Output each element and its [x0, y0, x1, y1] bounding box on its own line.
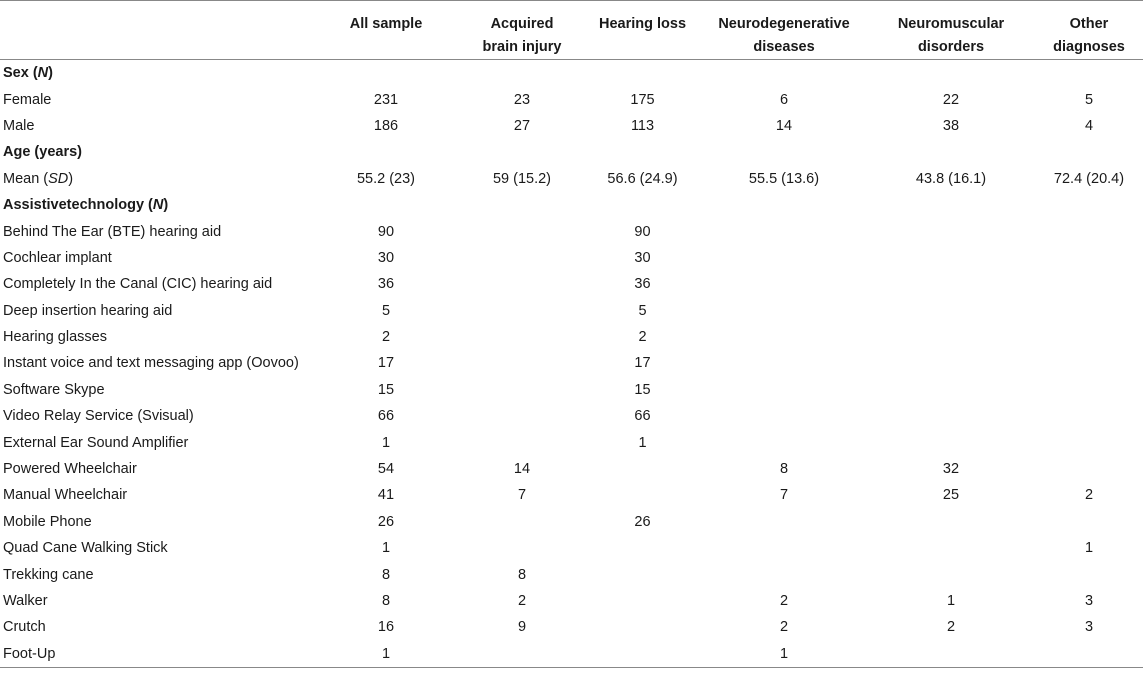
- table-cell: 6: [779, 91, 789, 108]
- table-cell: [584, 561, 701, 587]
- table-cell: 72.4 (20.4): [1053, 170, 1125, 187]
- table-cell: [701, 429, 867, 455]
- row-label: [0, 86, 312, 112]
- table-row: [0, 535, 1143, 561]
- table-cell: 54: [377, 461, 395, 478]
- table-cell: [460, 403, 584, 429]
- column-header: [701, 1, 867, 60]
- row-label-text: Behind The Ear (BTE) hearing aid: [3, 223, 222, 240]
- table-cell: 38: [942, 117, 960, 134]
- section-header-row: [0, 139, 1143, 165]
- table-cell: 14: [513, 461, 531, 478]
- table-cell: [584, 482, 701, 508]
- table-row: [0, 456, 1143, 482]
- table-cell: [1035, 377, 1143, 403]
- column-header: [460, 1, 584, 60]
- table-cell: [460, 350, 584, 376]
- table-cell: 2: [638, 329, 647, 346]
- table-cell: [701, 561, 867, 587]
- table-cell: [1035, 429, 1143, 455]
- table-cell: [867, 641, 1035, 668]
- section-header-row: [0, 60, 1143, 87]
- table-cell: [701, 377, 867, 403]
- table-cell: [1035, 298, 1143, 324]
- row-label-text: Mean: [3, 170, 40, 187]
- table-cell: 8: [517, 566, 527, 583]
- table-cell: 66: [634, 408, 651, 425]
- table-cell: 41: [377, 487, 395, 504]
- table-cell: [1035, 324, 1143, 350]
- table-cell: 16: [377, 619, 395, 636]
- row-label-text: Deep insertion hearing aid: [3, 302, 173, 319]
- table-cell: [460, 641, 584, 668]
- column-header-line: Other diagnoses: [1053, 16, 1125, 55]
- table-cell: 22: [942, 91, 960, 108]
- table-row: [0, 377, 1143, 403]
- table-cell: 1: [638, 434, 647, 451]
- column-header-line: Acquired: [490, 16, 554, 32]
- table-cell: [867, 509, 1035, 535]
- table-cell: 8: [779, 461, 789, 478]
- table-cell: 5: [1084, 91, 1094, 108]
- row-label: [0, 377, 312, 403]
- table-row: [0, 588, 1143, 614]
- row-label-text: Quad Cane Walking Stick: [3, 540, 168, 557]
- table-cell: 14: [775, 117, 793, 134]
- table-cell: 59 (15.2): [492, 170, 552, 187]
- column-header-line: disorders: [917, 39, 985, 55]
- table-row: [0, 403, 1143, 429]
- table-row: [0, 561, 1143, 587]
- row-label-text: External Ear Sound Amplifier: [3, 434, 189, 451]
- table-row: [0, 641, 1143, 668]
- table-cell: [701, 509, 867, 535]
- section-label: [0, 139, 1143, 165]
- table-cell: [701, 271, 867, 297]
- table-cell: 5: [638, 302, 647, 319]
- table-cell: 1: [381, 540, 391, 557]
- table-cell: 90: [377, 223, 395, 240]
- table-cell: [867, 350, 1035, 376]
- table-cell: 1: [701, 641, 867, 668]
- row-label: [0, 588, 312, 614]
- table-cell: [1035, 641, 1143, 668]
- row-label: [0, 218, 312, 244]
- table-row: [0, 614, 1143, 640]
- table-cell: [867, 429, 1035, 455]
- column-header: [0, 1, 312, 60]
- table-row: [0, 86, 1143, 112]
- row-label: [0, 429, 312, 455]
- table-cell: [584, 535, 701, 561]
- section-label: Sex (N): [3, 65, 53, 82]
- section-label-unit: N: [152, 197, 164, 214]
- row-label: [0, 113, 312, 139]
- table-cell: [867, 377, 1035, 403]
- table-cell: [867, 218, 1035, 244]
- section-label-unit: N: [37, 65, 49, 82]
- section-header-row: [0, 192, 1143, 218]
- table-cell: [460, 509, 584, 535]
- row-label-text: Walker: [3, 593, 48, 609]
- table-row: [0, 271, 1143, 297]
- table-cell: 32: [942, 461, 960, 478]
- table-cell: 36: [377, 276, 395, 293]
- table-cell: [701, 350, 867, 376]
- table-cell: 5: [381, 302, 391, 319]
- table-cell: 2: [946, 619, 956, 636]
- row-label: [0, 535, 312, 561]
- row-label-text: Cochlear implant: [3, 249, 112, 266]
- table-cell: 9: [517, 619, 527, 636]
- column-header-line: Hearing loss: [598, 16, 687, 32]
- row-label: Mean (SD): [3, 170, 74, 187]
- column-header-line: Neurodegenerative: [718, 16, 850, 32]
- table-cell: 55.2 (23): [356, 170, 416, 187]
- table-row: [0, 324, 1143, 350]
- row-label-text: Video Relay Service (Svisual): [3, 408, 194, 425]
- table-cell: 55.5 (13.6): [748, 170, 820, 187]
- table-cell: [1035, 245, 1143, 271]
- table-row: [0, 113, 1143, 139]
- table-row: [0, 429, 1143, 455]
- table-cell: 8: [381, 566, 391, 583]
- table-cell: 17: [634, 355, 651, 372]
- row-label-text: Manual Wheelchair: [3, 487, 128, 504]
- table-cell: [867, 245, 1035, 271]
- row-label-text: Trekking cane: [3, 566, 94, 583]
- table-cell: [867, 561, 1035, 587]
- table-cell: 1: [946, 593, 956, 609]
- table-cell: [867, 271, 1035, 297]
- table-row: [0, 298, 1143, 324]
- column-header: [312, 1, 460, 60]
- section-label-text: Assistivetechnology: [3, 197, 145, 214]
- row-label-text: Powered Wheelchair: [3, 461, 137, 478]
- table-cell: [1035, 561, 1143, 587]
- column-header-line: Neuromuscular: [897, 16, 1005, 32]
- table-cell: [460, 429, 584, 455]
- table-cell: 231: [373, 91, 399, 108]
- row-label: [0, 298, 312, 324]
- table-cell: 25: [942, 487, 960, 504]
- table-cell: [701, 218, 867, 244]
- table-header: [0, 1, 1143, 60]
- table-row: [0, 218, 1143, 244]
- table-cell: [584, 641, 701, 668]
- row-label-text: Mobile Phone: [3, 513, 92, 530]
- table-cell: [867, 298, 1035, 324]
- row-label-text: Crutch: [3, 619, 46, 636]
- table-cell: 27: [513, 117, 531, 134]
- table-cell: 30: [634, 249, 651, 266]
- table-cell: 2: [779, 619, 789, 636]
- row-label-unit: SD: [48, 170, 69, 187]
- table-cell: 90: [634, 223, 651, 240]
- table-row: [0, 166, 1143, 192]
- table-row: [0, 245, 1143, 271]
- table-cell: [1035, 509, 1143, 535]
- table-cell: 113: [630, 117, 655, 134]
- column-header-line: brain injury: [482, 39, 562, 55]
- row-label: [0, 561, 312, 587]
- column-header: [867, 1, 1035, 60]
- table-cell: [867, 535, 1035, 561]
- row-label: [0, 509, 312, 535]
- table-cell: 1: [1084, 540, 1094, 557]
- table-cell: 3: [1084, 593, 1094, 609]
- table-cell: 15: [377, 381, 395, 398]
- row-label: [0, 641, 312, 668]
- row-label: [0, 403, 312, 429]
- table-cell: 2: [381, 329, 391, 346]
- table-cell: [701, 245, 867, 271]
- row-label-text: Male: [3, 117, 35, 134]
- column-header: [584, 1, 701, 60]
- table-cell: 7: [779, 487, 789, 504]
- table-cell: 26: [377, 513, 395, 530]
- table-cell: [460, 218, 584, 244]
- table-cell: [460, 271, 584, 297]
- table-cell: 43.8 (16.1): [915, 170, 987, 187]
- table-cell: [460, 298, 584, 324]
- table-cell: [584, 614, 701, 640]
- row-label-text: Instant voice and text messaging app (Oovoo): [3, 355, 299, 372]
- table-cell: 8: [381, 593, 391, 609]
- row-label: [0, 456, 312, 482]
- section-label: Assistivetechnology (N): [3, 197, 169, 214]
- table-cell: 7: [517, 487, 527, 504]
- table-cell: [1035, 218, 1143, 244]
- row-label: [0, 350, 312, 376]
- table-body: [0, 60, 1143, 668]
- column-header: [1035, 1, 1143, 60]
- table-row: [0, 509, 1143, 535]
- table-cell: 23: [513, 91, 531, 108]
- table-cell: [701, 403, 867, 429]
- row-label: [0, 245, 312, 271]
- table-cell: 1: [381, 434, 391, 451]
- column-header-line: diseases: [753, 39, 815, 55]
- table-cell: [460, 377, 584, 403]
- row-label-text: Female: [3, 91, 52, 108]
- table-cell: 4: [1084, 117, 1094, 134]
- row-label: [0, 271, 312, 297]
- table-cell: 186: [373, 117, 399, 134]
- row-label-text: Software Skype: [3, 381, 105, 398]
- table-cell: 2: [517, 593, 527, 609]
- table-cell: 56.6 (24.9): [607, 170, 678, 187]
- section-label-text: Sex: [3, 65, 29, 82]
- table-row: [0, 350, 1143, 376]
- table-cell: [1035, 456, 1143, 482]
- table-cell: [701, 324, 867, 350]
- row-label: [0, 324, 312, 350]
- table-cell: [1035, 403, 1143, 429]
- table-cell: [701, 298, 867, 324]
- table-cell: [701, 535, 867, 561]
- table-cell: 2: [1084, 487, 1094, 504]
- table-cell: 1: [312, 641, 460, 668]
- row-label: [0, 614, 312, 640]
- table-cell: 26: [634, 513, 651, 530]
- row-label-text: Foot-Up: [3, 645, 56, 662]
- header-row: [0, 1, 1143, 60]
- table-cell: 2: [779, 593, 789, 609]
- row-label-text: Completely In the Canal (CIC) hearing aid: [3, 276, 273, 293]
- table-cell: [584, 456, 701, 482]
- column-header-line: All sample: [349, 16, 423, 32]
- section-label-text: Age (years): [3, 144, 82, 161]
- table-cell: 175: [630, 91, 655, 108]
- table-cell: 30: [377, 249, 395, 266]
- table-row: [0, 482, 1143, 508]
- table-cell: 3: [1084, 619, 1094, 636]
- table-cell: 36: [634, 276, 651, 293]
- table-cell: [460, 535, 584, 561]
- table-cell: 15: [634, 381, 651, 398]
- table-cell: [1035, 271, 1143, 297]
- table-cell: [867, 403, 1035, 429]
- table-cell: 17: [377, 355, 395, 372]
- row-label: [0, 482, 312, 508]
- table-cell: [584, 588, 701, 614]
- table-cell: 66: [377, 408, 395, 425]
- table-cell: [1035, 350, 1143, 376]
- table-cell: [460, 324, 584, 350]
- table-cell: [867, 324, 1035, 350]
- table-cell: [460, 245, 584, 271]
- row-label-text: Hearing glasses: [3, 329, 107, 346]
